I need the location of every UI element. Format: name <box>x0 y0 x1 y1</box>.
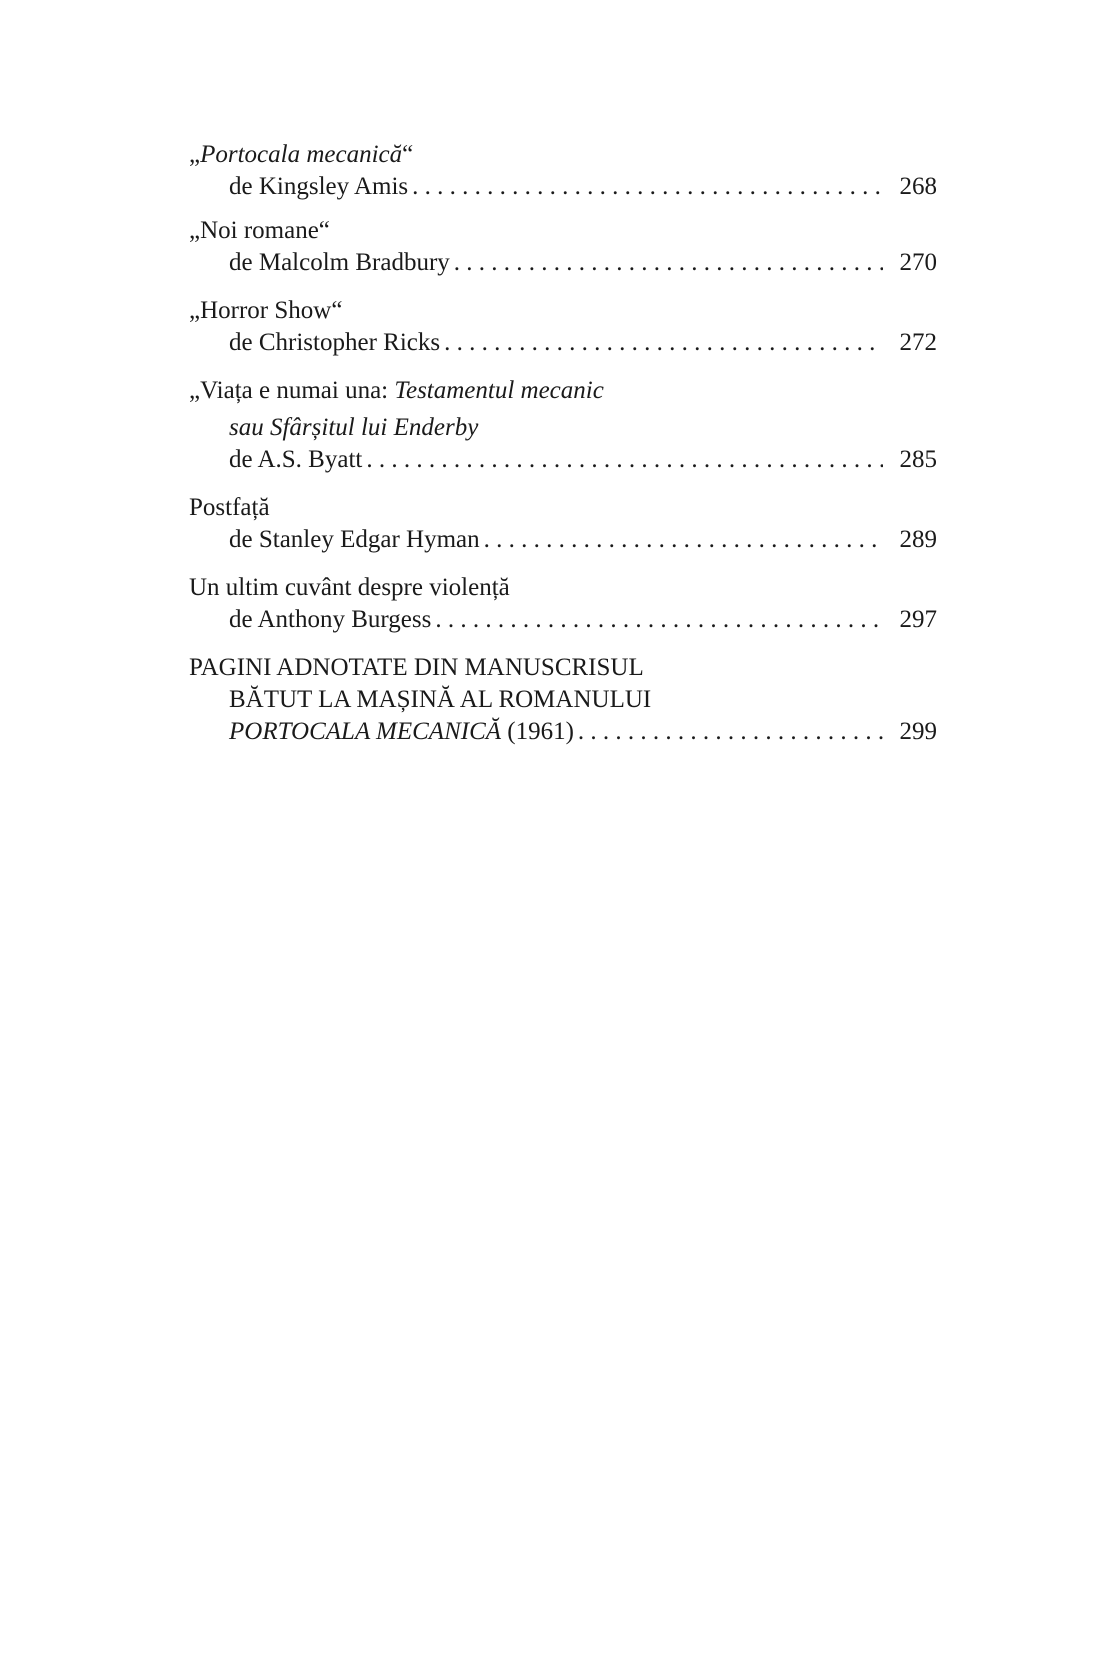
toc-entry <box>189 375 937 476</box>
dot-leader <box>431 604 883 636</box>
entry-title-line-2: sau Sfârșitul lui Enderby <box>229 414 479 441</box>
title-line-3 <box>229 716 574 748</box>
title-prefix: „ <box>189 141 201 168</box>
dot-leader <box>450 247 883 279</box>
entry-title: Un ultim cuvânt despre violență <box>189 574 510 601</box>
entry-author-line <box>189 171 937 203</box>
entry-title <box>189 139 937 171</box>
author: de Stanley Edgar Hyman <box>229 526 480 553</box>
page-number: 299 <box>899 718 937 745</box>
entry-title <box>189 375 937 407</box>
toc-entry <box>189 652 937 748</box>
entry-author-line <box>189 604 937 636</box>
title-suffix: “ <box>402 141 414 168</box>
entry-title-line-2: BĂTUT LA MAȘINĂ AL ROMANULUI <box>229 686 652 713</box>
dot-leader <box>480 524 883 556</box>
page-number: 272 <box>899 329 937 356</box>
dot-leader <box>362 444 883 476</box>
page-number: 268 <box>899 173 937 200</box>
entry-author-line <box>189 327 937 359</box>
table-of-contents <box>189 139 937 748</box>
entry-author-line <box>189 524 937 556</box>
page-number: 285 <box>899 446 937 473</box>
entry-title: „Noi romane“ <box>189 217 330 244</box>
page-number: 289 <box>899 526 937 553</box>
entry-author-line <box>189 444 937 476</box>
author: de Anthony Burgess <box>229 606 432 633</box>
toc-entry <box>189 572 937 636</box>
toc-entry <box>189 215 937 279</box>
title-suffix: (1961) <box>501 718 574 745</box>
dot-leader <box>440 327 883 359</box>
title-prefix: „Viața e numai una: <box>189 377 395 404</box>
entry-title: „Horror Show“ <box>189 297 343 324</box>
author: de Christopher Ricks <box>229 329 441 356</box>
entry-author-line <box>189 247 937 279</box>
title-italic: PORTOCALA MECANICĂ <box>229 718 502 745</box>
toc-entry <box>189 139 937 203</box>
toc-entry <box>189 492 937 556</box>
title-italic: Testamentul mecanic <box>394 377 604 404</box>
entry-title: Postfață <box>189 494 270 521</box>
page-number: 297 <box>899 606 937 633</box>
dot-leader <box>408 171 883 203</box>
author: de Kingsley Amis <box>229 173 409 200</box>
author: de A.S. Byatt <box>229 446 363 473</box>
title-italic: Portocala mecanică <box>200 141 403 168</box>
entry-title: PAGINI ADNOTATE DIN MANUSCRISUL <box>189 654 644 681</box>
dot-leader <box>574 716 883 748</box>
author: de Malcolm Bradbury <box>229 249 450 276</box>
page-number: 270 <box>899 249 937 276</box>
entry-title-line-3 <box>189 716 937 748</box>
toc-entry <box>189 295 937 359</box>
